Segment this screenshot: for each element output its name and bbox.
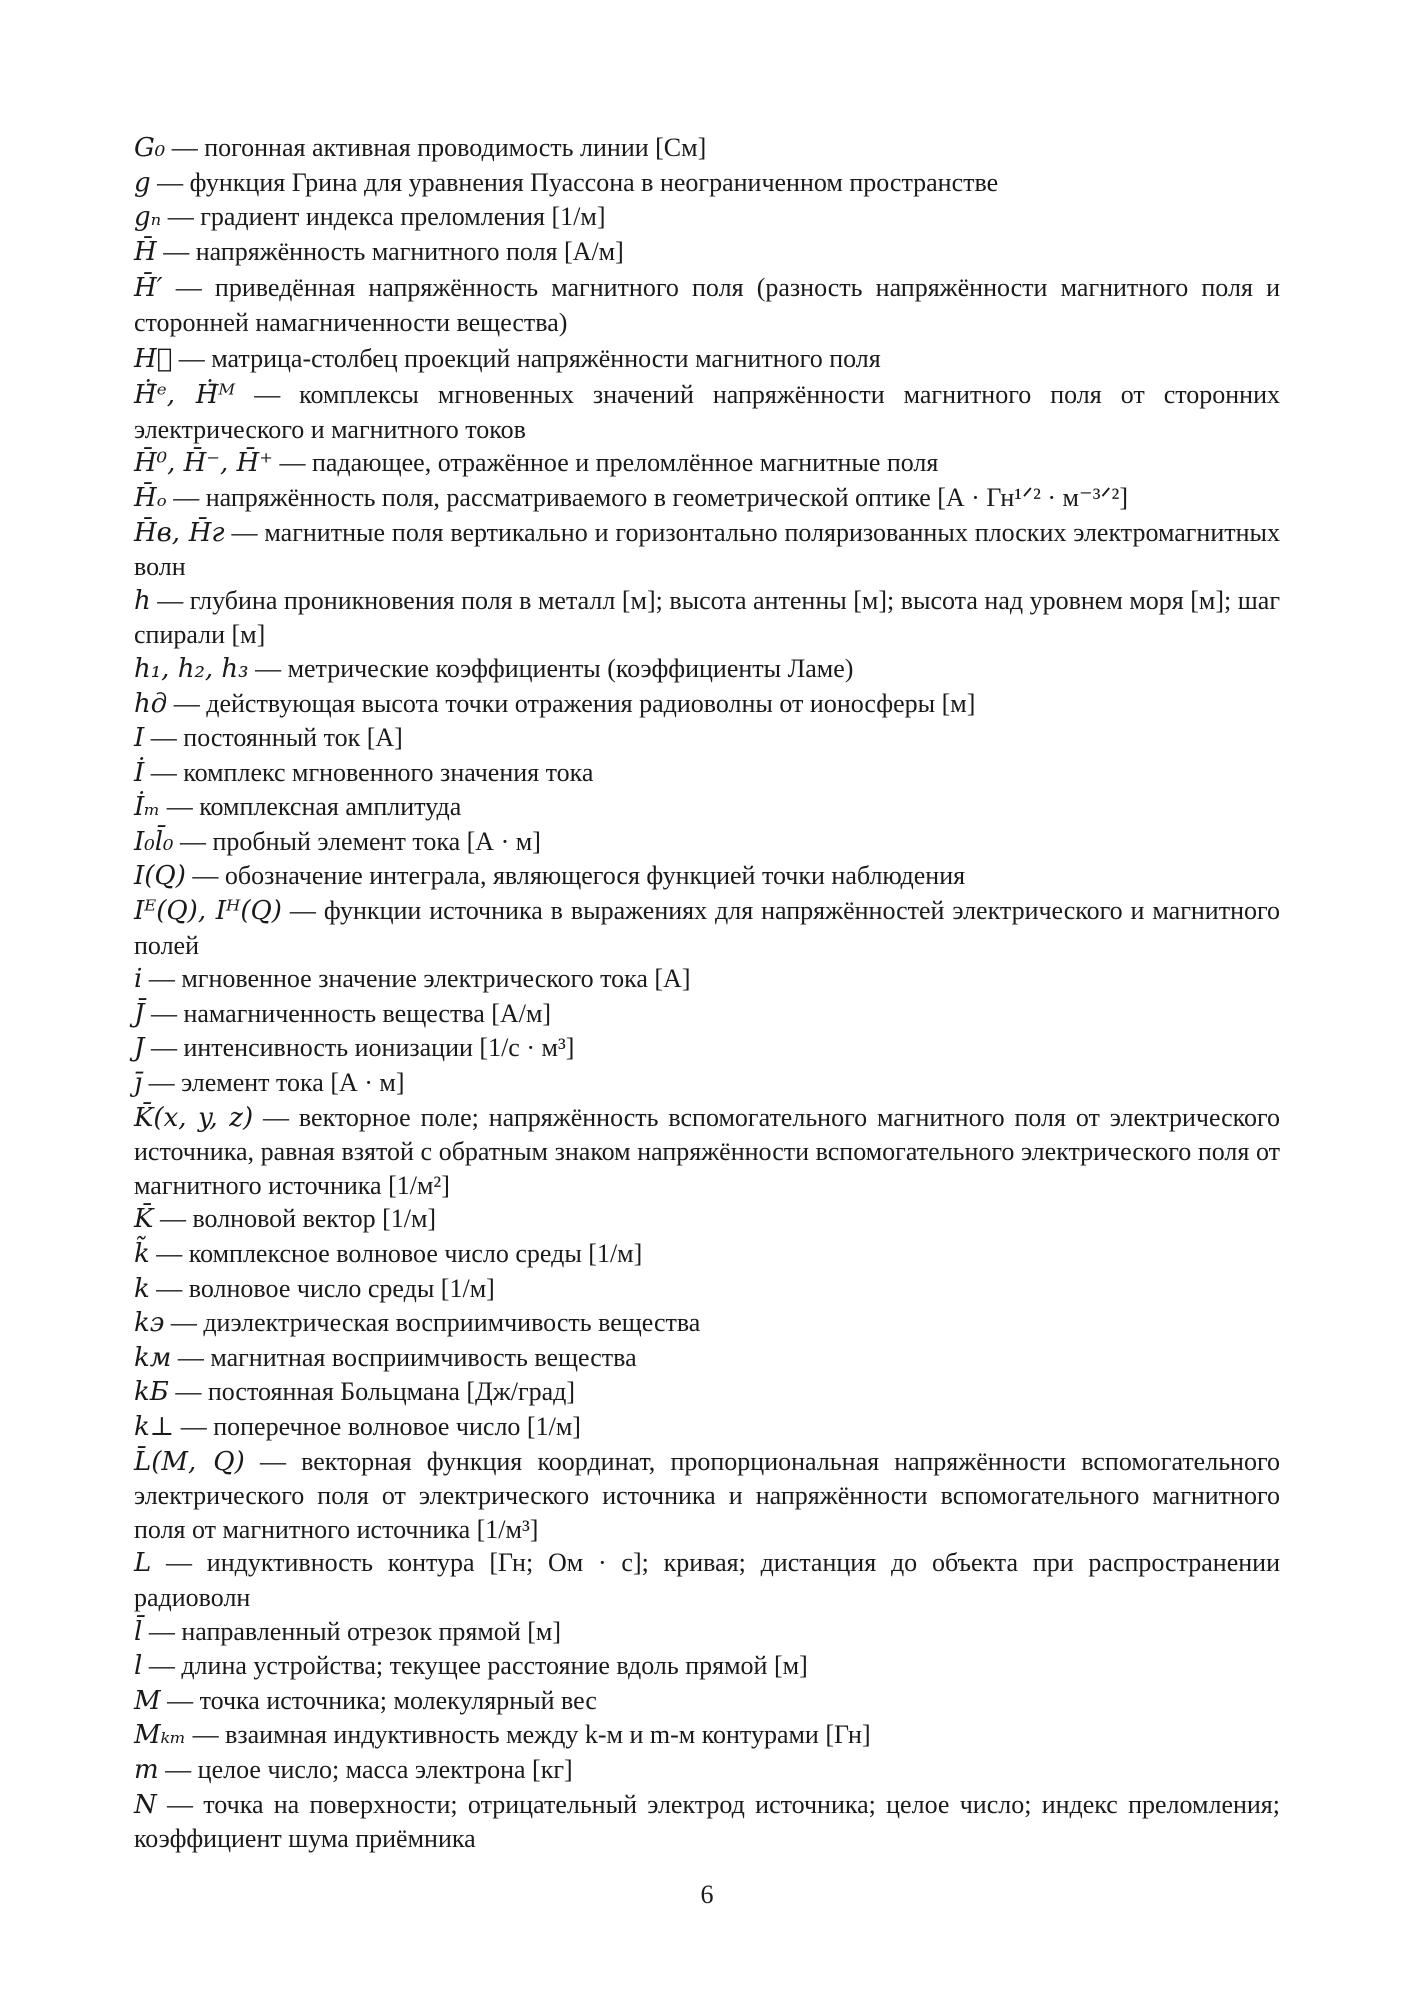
- entry-symbol: H⃗: [134, 343, 173, 374]
- entry-symbol: L̄(M, Q): [134, 1446, 245, 1477]
- entry-symbol: kэ: [134, 1308, 165, 1339]
- entry-h: [134, 584, 1280, 652]
- entry-description: — точка на поверхности; отрицательный электрод источника; целое число; индекс преломления; коэффициент шума приёмника: [134, 1789, 1280, 1854]
- entry-symbol: i: [134, 964, 143, 995]
- entry-symbol: K̄(x, y, z): [134, 1102, 254, 1133]
- entry-symbol: H̄⁰, H̄⁻, H̄⁺: [134, 448, 273, 479]
- entry-N: [134, 1788, 1280, 1856]
- entry-description: — поперечное волновое число [1/м]: [174, 1411, 581, 1441]
- entry-description: — пробный элемент тока [А · м]: [173, 826, 541, 856]
- entry-K-field: [134, 1101, 1280, 1203]
- entry-k-perp: [134, 1410, 1280, 1445]
- entry-h-metric: [134, 652, 1280, 687]
- entry-description: — погонная активная проводимость линии [См]: [165, 133, 707, 162]
- entry-J-bar: [134, 997, 1280, 1032]
- entry-description: — градиент индекса преломления [1/м]: [161, 202, 606, 232]
- entry-I-amplitude: [134, 790, 1280, 825]
- page-number: 6: [700, 1880, 714, 1909]
- entry-symbol: m: [134, 1754, 159, 1785]
- entry-description: — диэлектрическая восприимчивость вещества: [164, 1308, 701, 1338]
- entry-symbol: k⊥: [134, 1411, 175, 1442]
- entry-symbol: l: [134, 1651, 143, 1682]
- entry-symbol: g: [134, 167, 151, 198]
- entry-description: — магнитная восприимчивость вещества: [171, 1342, 637, 1372]
- entry-symbol: H̄в, H̄г: [134, 517, 225, 548]
- entry-symbol: H̄ₒ: [134, 482, 167, 513]
- symbol-list: [134, 131, 1280, 1856]
- entry-description: — длина устройства; текущее расстояние вдоль прямой [м]: [142, 1651, 808, 1681]
- entry-description: — магнитные поля вертикально и горизонтально поляризованных плоских электромагнитных волн: [134, 517, 1280, 582]
- entry-l-bar: [134, 1615, 1280, 1650]
- entry-symbol: kБ: [134, 1377, 169, 1408]
- entry-description: — приведённая напряжённость магнитного поля (разность напряжённости магнитного поля и сторонней намагниченности вещества): [134, 273, 1280, 337]
- entry-symbol: I: [134, 723, 145, 754]
- entry-description: — волновой вектор [1/м]: [153, 1204, 437, 1234]
- entry-description: — напряжённость поля, рассматриваемого в геометрической оптике [А · Гн¹ᐟ² · м⁻³ᐟ²]: [166, 482, 1128, 512]
- entry-H-polarized: [134, 516, 1280, 584]
- entry-H-column: [134, 342, 1280, 377]
- entry-symbol: hд: [134, 688, 168, 719]
- entry-I-test: [134, 825, 1280, 860]
- entry-symbol: k̃: [134, 1239, 150, 1269]
- entry-H: [134, 235, 1280, 270]
- entry-description: — целое число; масса электрона [кг]: [158, 1754, 573, 1784]
- entry-symbol: K̄: [134, 1204, 154, 1235]
- entry-symbol: Iᴱ(Q), Iᴴ(Q): [134, 896, 282, 927]
- entry-description: — матрица-столбец проекций напряжённости магнитного поля: [172, 343, 881, 373]
- entry-k-e: [134, 1306, 1280, 1341]
- entry-k: [134, 1272, 1280, 1307]
- entry-I-Q: [134, 859, 1280, 894]
- entry-K-vector: [134, 1202, 1280, 1237]
- entry-symbol: k: [134, 1273, 150, 1304]
- entry-symbol: Ḣ̄ᵉ, Ḣ̄ᴹ: [134, 380, 236, 411]
- entry-symbol: N: [134, 1789, 157, 1820]
- entry-G0: [134, 131, 1280, 166]
- entry-description: — действующая высота точки отражения радиоволны от ионосферы [м]: [167, 688, 976, 718]
- entry-g: [134, 166, 1280, 201]
- entry-description: — векторное поле; напряжённость вспомогательного магнитного поля от электрического источника, равная взятой с обратным знаком напряжённости вспомогательного электрического поля от магнитного источника [1/м²]: [134, 1102, 1280, 1200]
- entry-h-effective: [134, 687, 1280, 722]
- entry-description: — интенсивность ионизации [1/с · м³]: [144, 1033, 575, 1063]
- entry-symbol: G₀: [134, 133, 166, 163]
- entry-description: — комплексная амплитуда: [160, 792, 462, 822]
- entry-H-prime: [134, 271, 1280, 339]
- entry-m: [134, 1753, 1280, 1788]
- entry-description: — метрические коэффициенты (коэффициенты Ламе): [248, 653, 854, 683]
- entry-k-B: [134, 1375, 1280, 1410]
- entry-I-source: [134, 894, 1280, 962]
- entry-L-vector: [134, 1445, 1280, 1547]
- entry-symbol: l̄: [134, 1616, 143, 1647]
- entry-symbol: H̄′: [134, 273, 163, 304]
- entry-description: — индуктивность контура [Гн; Ом · с]; кривая; дистанция до объекта при распространении радиоволн: [134, 1548, 1280, 1612]
- entry-description: — элемент тока [А · м]: [142, 1068, 405, 1098]
- entry-symbol: h₁, h₂, h₃: [134, 653, 249, 684]
- entry-description: — комплексы мгновенных значений напряжённости магнитного поля от сторонних электрического и магнитного токов: [134, 380, 1280, 444]
- entry-symbol: I(Q): [134, 861, 186, 892]
- entry-symbol: H̄: [134, 236, 157, 267]
- entry-symbol: h: [134, 585, 151, 616]
- entry-j: [134, 1066, 1280, 1101]
- entry-J: [134, 1031, 1280, 1066]
- entry-description: — обозначение интеграла, являющегося функцией точки наблюдения: [185, 861, 966, 891]
- entry-description: — волновое число среды [1/м]: [149, 1273, 495, 1303]
- entry-description: — мгновенное значение электрического тока [А]: [142, 964, 691, 994]
- entry-symbol: j̄: [134, 1068, 143, 1099]
- entry-L: [134, 1546, 1280, 1614]
- entry-description: — постоянная Больцмана [Дж/град]: [168, 1377, 576, 1407]
- entry-I: [134, 721, 1280, 756]
- entry-symbol: J: [134, 1033, 145, 1064]
- entry-description: — функция Грина для уравнения Пуассона в неограниченном пространстве: [150, 167, 999, 197]
- entry-description: — векторная функция координат, пропорциональная напряжённости вспомогательного электрического поля от электрического источника и напряжённости вспомогательного магнитного поля от магнитного источника [1/м³]: [134, 1446, 1280, 1544]
- entry-description: — падающее, отражённое и преломлённое магнитные поля: [272, 448, 939, 478]
- entry-symbol: I₀l̄₀: [134, 826, 174, 857]
- entry-description: — постоянный ток [А]: [144, 723, 403, 753]
- entry-symbol: L: [134, 1548, 152, 1579]
- entry-description: — намагниченность вещества [А/м]: [144, 998, 552, 1028]
- entry-symbol: M: [134, 1685, 161, 1716]
- entry-symbol: J̄: [134, 998, 145, 1029]
- entry-k-complex: [134, 1237, 1280, 1272]
- entry-description: — комплексное волновое число среды [1/м]: [149, 1239, 643, 1268]
- entry-description: — глубина проникновения поля в металл [м]; высота антенны [м]; высота над уровнем моря [м]; шаг спирали [м]: [134, 585, 1280, 650]
- entry-M-km: [134, 1718, 1280, 1753]
- entry-M: [134, 1684, 1280, 1719]
- entry-symbol: kм: [134, 1342, 172, 1373]
- entry-description: — комплекс мгновенного значения тока: [144, 757, 594, 787]
- entry-H-optics: [134, 481, 1280, 516]
- entry-I-complex: [134, 756, 1280, 791]
- entry-symbol: Mₖₘ: [134, 1720, 187, 1751]
- entry-H-waves: [134, 446, 1280, 481]
- entry-gn: [134, 200, 1280, 235]
- entry-symbol: gₙ: [134, 202, 162, 233]
- entry-l: [134, 1649, 1280, 1684]
- entry-symbol: İ: [134, 757, 145, 788]
- entry-description: — взаимная индуктивность между k-м и m-м контурами [Гн]: [186, 1720, 871, 1750]
- entry-description: — направленный отрезок прямой [м]: [142, 1616, 562, 1646]
- entry-description: — точка источника; молекулярный вес: [160, 1685, 597, 1715]
- entry-description: — напряжённость магнитного поля [А/м]: [156, 236, 624, 266]
- entry-H-complex: [134, 378, 1280, 446]
- entry-symbol: İₘ: [134, 792, 161, 823]
- entry-k-m: [134, 1341, 1280, 1376]
- entry-i: [134, 962, 1280, 997]
- entry-description: — функции источника в выражениях для напряжённостей электрического и магнитного полей: [134, 896, 1280, 960]
